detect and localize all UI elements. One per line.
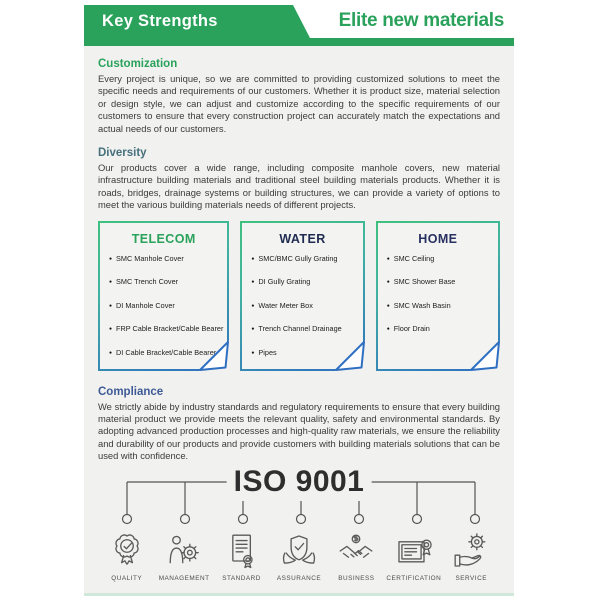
- business-handshake-icon: [336, 531, 376, 571]
- list-item: ● Water Meter Box: [251, 301, 358, 311]
- list-item: ● Pipes: [251, 348, 358, 358]
- page-fold-icon: [470, 341, 500, 371]
- iso-item-label: SERVICE: [455, 574, 487, 582]
- card-title: HOME: [418, 231, 458, 246]
- card-title: TELECOM: [131, 231, 196, 246]
- iso-item-label: ASSURANCE: [276, 574, 322, 582]
- section-body-customization: Every project is unique, so we are committed to providing customized solutions to meet the specific needs and requirements of our customers. Whether it is product size, material selection or design style, we can adjust and customize according to the specific requirements of our customers to ensure that every construction project can accurately match the expectations and actual needs of our customers.: [98, 73, 500, 134]
- list-item: ● SMC Shower Base: [387, 277, 494, 287]
- list-item: ● DI Manhole Cover: [109, 301, 223, 311]
- assurance-shield-icon: [279, 531, 319, 571]
- card-water: [240, 221, 364, 371]
- section-heading-customization: Customization: [98, 58, 178, 70]
- iso-item-certification: [385, 531, 442, 582]
- section-body-diversity: Our products cover a wide range, including composite manhole covers, new material infrastructure building materials and traditional steel building materials products. Whether it is roads, bridges, drainage systems or building structures, we can provide a variety of options to meet the various building materials needs of different projects.: [98, 162, 500, 211]
- standard-document-icon: [222, 531, 262, 571]
- section-heading-compliance: Compliance: [98, 385, 164, 398]
- brochure-page: [84, 5, 514, 596]
- management-gears-icon: [164, 531, 204, 571]
- list-item: ● SMC/BMC Gully Grating: [251, 254, 358, 264]
- list-item: ● DI Gully Grating: [251, 277, 358, 287]
- iso-item-label: QUALITY: [111, 574, 143, 582]
- page-header: [84, 5, 514, 46]
- quality-badge-icon: [107, 531, 147, 571]
- card-home: [376, 221, 500, 371]
- iso-item-label: MANAGEMENT: [158, 574, 210, 582]
- page-fold-icon: [199, 341, 229, 371]
- list-item: ● SMC Wash Basin: [387, 301, 494, 311]
- card-title: WATER: [279, 231, 326, 246]
- iso-item-label: STANDARD: [222, 574, 261, 582]
- iso-item-standard: [213, 531, 270, 582]
- footer-strip: [84, 593, 514, 596]
- iso-9001-title: ISO 9001: [227, 465, 372, 498]
- iso-item-quality: [98, 531, 155, 582]
- list-item: ● Trench Channel Drainage: [251, 324, 358, 334]
- iso-item-label: BUSINESS: [338, 574, 375, 582]
- iso-icon-row: [98, 531, 500, 582]
- list-item: ● Floor Drain: [387, 324, 494, 334]
- iso-item-business: [328, 531, 385, 582]
- service-hand-gear-icon: [451, 531, 491, 571]
- product-category-cards: [98, 221, 500, 371]
- iso-item-label: CERTIFICATION: [386, 574, 442, 582]
- brand-logo: Elite new materials: [338, 10, 504, 31]
- page-fold-icon: [335, 341, 365, 371]
- list-item: ● FRP Cable Bracket/Cable Bearer: [109, 324, 223, 334]
- list-item: ● DI Cable Bracket/Cable Bearer: [109, 348, 223, 358]
- list-item: ● SMC Trench Cover: [109, 277, 223, 287]
- iso-9001-diagram: [98, 465, 500, 529]
- iso-item-assurance: [270, 531, 327, 582]
- page-title: Key Strengths: [102, 12, 218, 30]
- certification-certificate-icon: [394, 531, 434, 571]
- section-body-compliance: We strictly abide by industry standards and regulatory requirements to ensure that every building material product we provide meets the relevant quality, safety and environmental standards. By adopting advanced production processes and high-quality raw materials, we ensure the reliability and durability of our products and provide customers with building materials solutions that can be used with confidence.: [98, 400, 500, 462]
- list-item: ● SMC Ceiling: [387, 254, 494, 264]
- list-item: ● SMC Manhole Cover: [109, 254, 223, 264]
- card-telecom: [98, 221, 229, 371]
- iso-item-service: [443, 531, 500, 582]
- section-heading-diversity: Diversity: [98, 147, 147, 160]
- card-item-list: [378, 254, 498, 335]
- iso-item-management: [155, 531, 212, 582]
